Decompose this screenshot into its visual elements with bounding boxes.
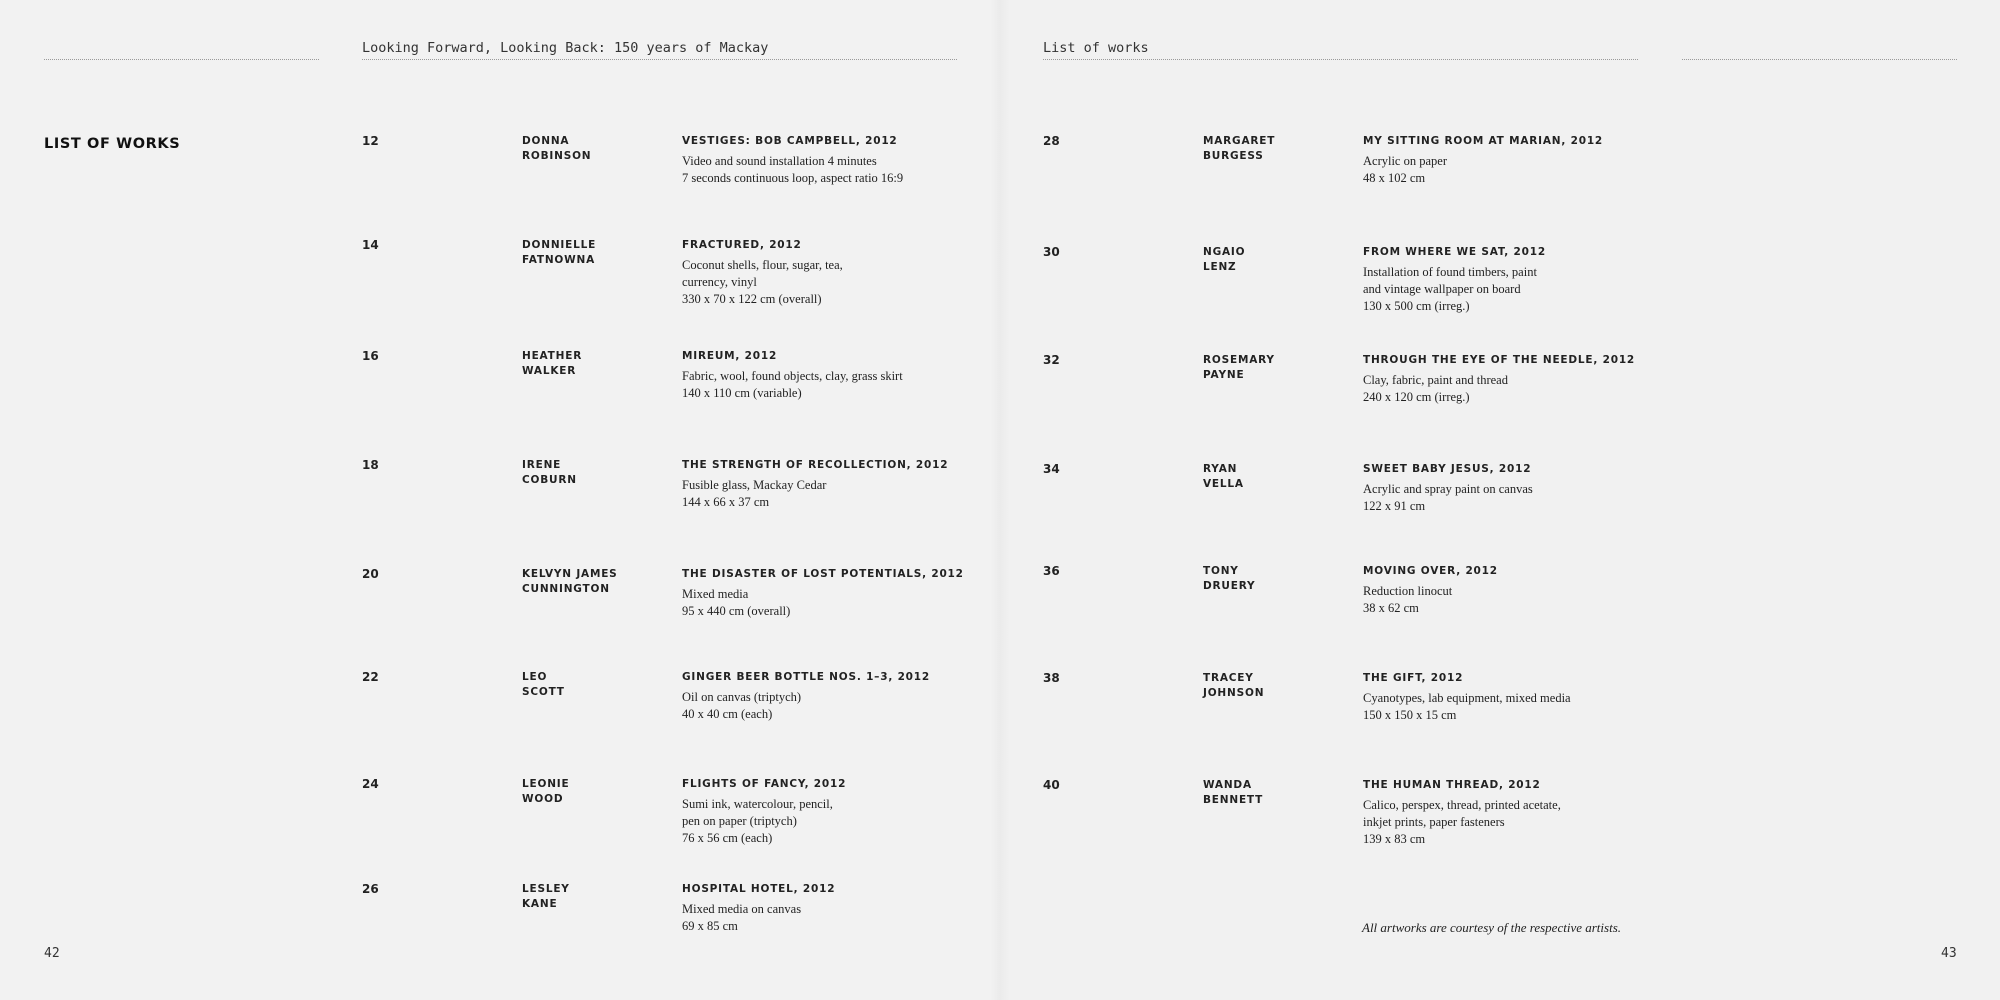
work-details xyxy=(1363,134,1663,187)
work-description-line: Mixed media xyxy=(682,587,749,601)
artist-name xyxy=(522,777,672,807)
work-description-line: 69 x 85 cm xyxy=(682,919,738,933)
work-description xyxy=(1363,690,1663,724)
work-title: THE HUMAN THREAD, 2012 xyxy=(1363,779,1541,791)
artist-name-line: VELLA xyxy=(1203,478,1244,490)
work-description-line: Mixed media on canvas xyxy=(682,902,802,916)
artist-name xyxy=(1203,353,1353,383)
artist-name-line: PAYNE xyxy=(1203,369,1245,381)
work-description xyxy=(682,153,982,187)
artist-name-line: KELVYN JAMES xyxy=(522,568,618,580)
artist-name-line: ROBINSON xyxy=(522,150,592,162)
work-description xyxy=(682,586,982,620)
left-header-rule xyxy=(362,59,957,60)
artist-name xyxy=(522,134,672,164)
catalogue-page-number: 40 xyxy=(1043,778,1060,792)
work-details xyxy=(682,458,982,511)
artist-name-line: LEO xyxy=(522,671,548,683)
right-page-number: 43 xyxy=(1941,946,1957,961)
work-description xyxy=(1363,372,1663,406)
work-description-line: 144 x 66 x 37 cm xyxy=(682,495,770,509)
work-description xyxy=(682,368,982,402)
catalogue-page-number: 16 xyxy=(362,349,379,363)
artist-name-line: DONNIELLE xyxy=(522,239,597,251)
right-header-rule xyxy=(1043,59,1638,60)
work-description-line: 38 x 62 cm xyxy=(1363,601,1419,615)
artist-name-line: WALKER xyxy=(522,365,577,377)
artist-name-line: SCOTT xyxy=(522,686,565,698)
work-title: THE DISASTER OF LOST POTENTIALS, 2012 xyxy=(682,568,964,580)
work-title: MY SITTING ROOM AT MARIAN, 2012 xyxy=(1363,135,1604,147)
work-description-line: pen on paper (triptych) xyxy=(682,814,797,828)
work-description-line: 122 x 91 cm xyxy=(1363,499,1426,513)
work-description-line: Video and sound installation 4 minutes xyxy=(682,154,877,168)
section-title: LIST OF WORKS xyxy=(44,136,181,152)
work-title: THROUGH THE EYE OF THE NEEDLE, 2012 xyxy=(1363,354,1636,366)
work-description-line: 150 x 150 x 15 cm xyxy=(1363,708,1457,722)
artist-name-line: BENNETT xyxy=(1203,794,1264,806)
artist-name-line: TONY xyxy=(1203,565,1239,577)
work-title: SWEET BABY JESUS, 2012 xyxy=(1363,463,1532,475)
work-details xyxy=(1363,245,1663,315)
work-title: FROM WHERE WE SAT, 2012 xyxy=(1363,246,1546,258)
work-description-line: Reduction linocut xyxy=(1363,584,1453,598)
right-margin-rule xyxy=(1682,59,1957,60)
work-details xyxy=(1363,778,1663,848)
work-description-line: 140 x 110 cm (variable) xyxy=(682,386,802,400)
work-description-line: Installation of found timbers, paint xyxy=(1363,265,1537,279)
catalogue-page-number: 34 xyxy=(1043,462,1060,476)
work-description-line: Calico, perspex, thread, printed acetate, xyxy=(1363,798,1561,812)
work-details xyxy=(682,238,982,308)
work-description-line: Oil on canvas (triptych) xyxy=(682,690,802,704)
left-page-number: 42 xyxy=(44,946,60,961)
work-description-line: 76 x 56 cm (each) xyxy=(682,831,773,845)
work-title: HOSPITAL HOTEL, 2012 xyxy=(682,883,836,895)
artist-name-line: DONNA xyxy=(522,135,570,147)
work-details xyxy=(682,134,982,187)
artist-name xyxy=(1203,778,1353,808)
artist-name xyxy=(522,567,672,597)
artist-name xyxy=(1203,134,1353,164)
work-description xyxy=(1363,481,1663,515)
catalogue-page-number: 12 xyxy=(362,134,379,148)
work-description-line: currency, vinyl xyxy=(682,275,757,289)
work-title: FLIGHTS OF FANCY, 2012 xyxy=(682,778,847,790)
artist-name-line: FATNOWNA xyxy=(522,254,596,266)
work-details xyxy=(682,777,982,847)
work-description xyxy=(1363,797,1663,848)
work-description-line: inkjet prints, paper fasteners xyxy=(1363,815,1505,829)
catalogue-page-number: 36 xyxy=(1043,564,1060,578)
work-description xyxy=(682,477,982,511)
artist-name-line: JOHNSON xyxy=(1203,687,1265,699)
left-running-head: Looking Forward, Looking Back: 150 years of Mackay xyxy=(362,40,769,56)
book-gutter xyxy=(990,0,1010,1000)
artist-name-line: HEATHER xyxy=(522,350,583,362)
work-description-line: 240 x 120 cm (irreg.) xyxy=(1363,390,1470,404)
work-description-line: Sumi ink, watercolour, pencil, xyxy=(682,797,833,811)
work-description-line: 95 x 440 cm (overall) xyxy=(682,604,791,618)
work-description-line: 139 x 83 cm xyxy=(1363,832,1426,846)
work-description xyxy=(1363,153,1663,187)
artist-name-line: LESLEY xyxy=(522,883,570,895)
artist-name-line: LEONIE xyxy=(522,778,570,790)
work-description-line: Cyanotypes, lab equipment, mixed media xyxy=(1363,691,1571,705)
work-description-line: Fusible glass, Mackay Cedar xyxy=(682,478,827,492)
work-details xyxy=(1363,564,1663,617)
artist-name-line: NGAIO xyxy=(1203,246,1246,258)
work-details xyxy=(1363,353,1663,406)
work-description-line: 330 x 70 x 122 cm (overall) xyxy=(682,292,822,306)
catalogue-page-number: 22 xyxy=(362,670,379,684)
artist-name-line: COBURN xyxy=(522,474,577,486)
artist-name-line: WOOD xyxy=(522,793,564,805)
artist-name xyxy=(522,238,672,268)
left-margin-rule xyxy=(44,59,319,60)
work-description-line: 130 x 500 cm (irreg.) xyxy=(1363,299,1470,313)
work-details xyxy=(682,670,982,723)
courtesy-note: All artworks are courtesy of the respective artists. xyxy=(1362,920,1621,935)
work-description xyxy=(682,689,982,723)
work-details xyxy=(682,349,982,402)
work-description-line: Fabric, wool, found objects, clay, grass skirt xyxy=(682,369,903,383)
artist-name-line: LENZ xyxy=(1203,261,1237,273)
catalogue-page-number: 24 xyxy=(362,777,379,791)
artist-name xyxy=(1203,564,1353,594)
catalogue-page-number: 18 xyxy=(362,458,379,472)
work-details xyxy=(1363,671,1663,724)
right-running-head: List of works xyxy=(1043,40,1149,56)
work-details xyxy=(1363,462,1663,515)
artist-name-line: RYAN xyxy=(1203,463,1238,475)
work-description-line: 48 x 102 cm xyxy=(1363,171,1426,185)
catalogue-page-number: 14 xyxy=(362,238,379,252)
artist-name-line: TRACEY xyxy=(1203,672,1254,684)
work-description-line: 40 x 40 cm (each) xyxy=(682,707,773,721)
work-title: VESTIGES: BOB CAMPBELL, 2012 xyxy=(682,135,898,147)
artist-name-line: CUNNINGTON xyxy=(522,583,610,595)
artist-name xyxy=(1203,245,1353,275)
work-title: FRACTURED, 2012 xyxy=(682,239,802,251)
catalogue-page-number: 32 xyxy=(1043,353,1060,367)
artist-name-line: MARGARET xyxy=(1203,135,1276,147)
artist-name-line: WANDA xyxy=(1203,779,1252,791)
work-details xyxy=(682,567,982,620)
artist-name xyxy=(522,458,672,488)
work-description-line: Coconut shells, flour, sugar, tea, xyxy=(682,258,843,272)
catalogue-page-number: 38 xyxy=(1043,671,1060,685)
work-description xyxy=(1363,264,1663,315)
work-title: MIREUM, 2012 xyxy=(682,350,778,362)
work-description-line: Clay, fabric, paint and thread xyxy=(1363,373,1508,387)
artist-name xyxy=(522,670,672,700)
artist-name-line: ROSEMARY xyxy=(1203,354,1275,366)
work-details xyxy=(682,882,982,935)
work-title: MOVING OVER, 2012 xyxy=(1363,565,1498,577)
work-description-line: 7 seconds continuous loop, aspect ratio 16:9 xyxy=(682,171,904,185)
artist-name-line: DRUERY xyxy=(1203,580,1256,592)
work-title: THE STRENGTH OF RECOLLECTION, 2012 xyxy=(682,459,949,471)
artist-name-line: IRENE xyxy=(522,459,562,471)
catalogue-page-number: 28 xyxy=(1043,134,1060,148)
work-description-line: Acrylic and spray paint on canvas xyxy=(1363,482,1533,496)
work-description xyxy=(682,257,982,308)
artist-name xyxy=(522,882,672,912)
work-title: GINGER BEER BOTTLE NOS. 1–3, 2012 xyxy=(682,671,930,683)
artist-name-line: KANE xyxy=(522,898,558,910)
catalogue-page-number: 20 xyxy=(362,567,379,581)
catalogue-page-number: 30 xyxy=(1043,245,1060,259)
artist-name xyxy=(1203,462,1353,492)
work-description-line: and vintage wallpaper on board xyxy=(1363,282,1521,296)
artist-name-line: BURGESS xyxy=(1203,150,1264,162)
work-title: THE GIFT, 2012 xyxy=(1363,672,1464,684)
work-description xyxy=(682,901,982,935)
artist-name xyxy=(1203,671,1353,701)
catalogue-page-number: 26 xyxy=(362,882,379,896)
artist-name xyxy=(522,349,672,379)
work-description-line: Acrylic on paper xyxy=(1363,154,1447,168)
work-description xyxy=(682,796,982,847)
work-description xyxy=(1363,583,1663,617)
